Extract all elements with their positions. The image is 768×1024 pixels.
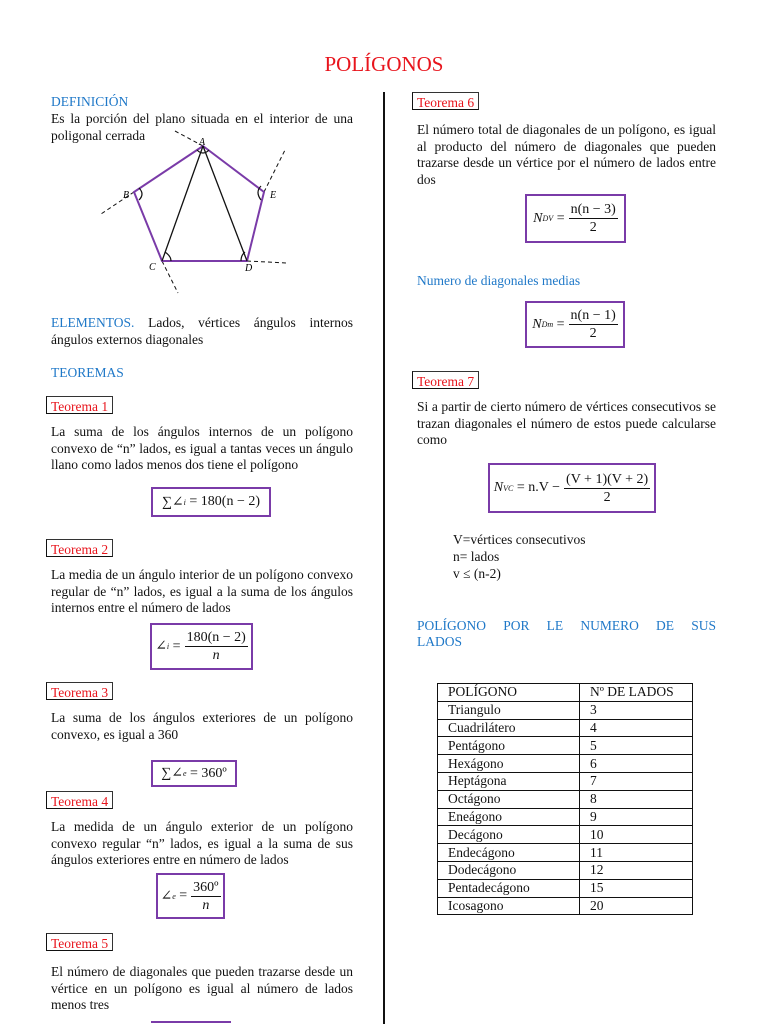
teorema-4-formula: ∠ e = $\frac{\text{360º}}{n}$ (156, 873, 225, 919)
teorema-1-text: La suma de los ángulos internos de un polígono convexo de “n” lados, es igual a tantas veces un ángulo llano como lados menos dos tiene el polígono (51, 424, 353, 472)
teorema-6-label: Teorema 6 (412, 92, 479, 110)
table-row: Decágono 10 (438, 826, 693, 844)
elementos-heading: ELEMENTOS. (51, 315, 135, 330)
ext-line-d (247, 261, 287, 263)
teorema-5-formula-edge (151, 1021, 231, 1023)
teorema-7-formula: N VC = n.V − $\frac{(V + 1)(V + 2)}{2}$ (488, 463, 656, 513)
ext-line-e (264, 150, 285, 192)
table-row: Octágono 8 (438, 790, 693, 808)
elementos-block (51, 315, 353, 348)
teorema-3-label: Teorema 3 (46, 682, 113, 700)
table-row: Eneágono 9 (438, 808, 693, 826)
vertex-label-b: B (123, 190, 130, 201)
legend-lados: n= lados (453, 549, 500, 564)
tabla-heading-line2: LADOS (417, 634, 463, 649)
teorema-4-text: La medida de un ángulo exterior de un polígono convexo regular “n” lados, es igual a la suma de sus ángulos exteriores entre en número de lados (51, 819, 353, 867)
legend-condition: v ≤ (n-2) (453, 566, 501, 581)
teorema-6-text: El número total de diagonales de un polígono, es igual al producto del número de diagonales que pueden trazarse desde un vértice por el número de lados entre dos (417, 122, 716, 187)
definicion-text: Es la porción del plano situada en el interior de una poligonal cerrada (51, 111, 353, 143)
vertex-label-a: A (199, 137, 206, 148)
column-divider (383, 92, 385, 1024)
teorema-2-text: La media de un ángulo interior de un polígono convexo regular de “n” lados, es igual a la suma de los ángulos internos entre el número de lados (51, 567, 353, 615)
diagonales-medias-formula: N Dm = $\frac{n(n - 1)}{2}$ (525, 301, 625, 348)
teorema-5-text: El número de diagonales que pueden trazarse desde un vértice en un polígono es igual al número de lados menos tres (51, 964, 353, 1012)
pentagon-diagram (95, 128, 295, 298)
table-row: Hexágono 6 (438, 755, 693, 773)
ext-line-c (162, 261, 178, 293)
pentagon-outline (134, 146, 264, 261)
table-row: Dodecágono 12 (438, 861, 693, 879)
table-row: Icosagono 20 (438, 897, 693, 915)
teorema-7-label: Teorema 7 (412, 371, 479, 389)
teorema-2-label: Teorema 2 (46, 539, 113, 557)
diagonal-ac (162, 146, 203, 261)
lados-table-wrapper (437, 683, 693, 915)
legend-vertices: V=vértices consecutivos (453, 532, 586, 547)
teorema-1-formula: ∑∠ i = 180(n − 2) (151, 487, 271, 517)
table-row: Cuadrilátero 4 (438, 719, 693, 737)
table-row: Endecágono 11 (438, 844, 693, 862)
angle-arc-c (165, 252, 171, 261)
table-header-poligono: POLÍGONO (438, 684, 580, 702)
teorema-3-formula: ∑∠ e = 360º (151, 760, 237, 787)
lados-table (437, 683, 693, 915)
teorema-3-text: La suma de los ángulos exteriores de un polígono convexo, es igual a 360 (51, 710, 353, 742)
vertex-label-c: C (149, 262, 156, 273)
table-row: Pentágono 5 (438, 737, 693, 755)
table-header-row (438, 684, 693, 702)
teoremas-heading: TEOREMAS (51, 365, 124, 380)
page-title: POLÍGONOS (324, 52, 444, 76)
definicion-heading: DEFINICIÓN (51, 94, 129, 109)
diagonales-medias-heading: Numero de diagonales medias (417, 273, 581, 288)
table-header-lados: Nº DE LADOS (580, 684, 693, 702)
table-row: Heptágona 7 (438, 772, 693, 790)
vertex-label-e: E (270, 190, 277, 201)
teorema-6-formula: N DV = $\frac{n(n - 3)}{2}$ (525, 194, 626, 243)
table-row: Pentadecágono 15 (438, 879, 693, 897)
teorema-1-label: Teorema 1 (46, 396, 113, 414)
teorema-7-text: Si a partir de cierto número de vértices consecutivos se trazan diagonales el número de estos puede calcularse como (417, 399, 716, 447)
teorema-4-label: Teorema 4 (46, 791, 113, 809)
teorema-2-formula: ∠ i = $\frac{180(n - 2)}{n}$ (150, 623, 253, 670)
elementos-text: Lados, vértices ángulos internos ángulos externos diagonales (51, 315, 353, 347)
angle-arc-b (139, 188, 142, 200)
vertex-label-d: D (245, 263, 253, 274)
tabla-heading-line1: POLÍGONO POR LE NUMERO DE SUS (417, 618, 716, 633)
teorema-5-label: Teorema 5 (46, 933, 113, 951)
table-row: Triangulo 3 (438, 701, 693, 719)
angle-arc-a (197, 150, 209, 153)
